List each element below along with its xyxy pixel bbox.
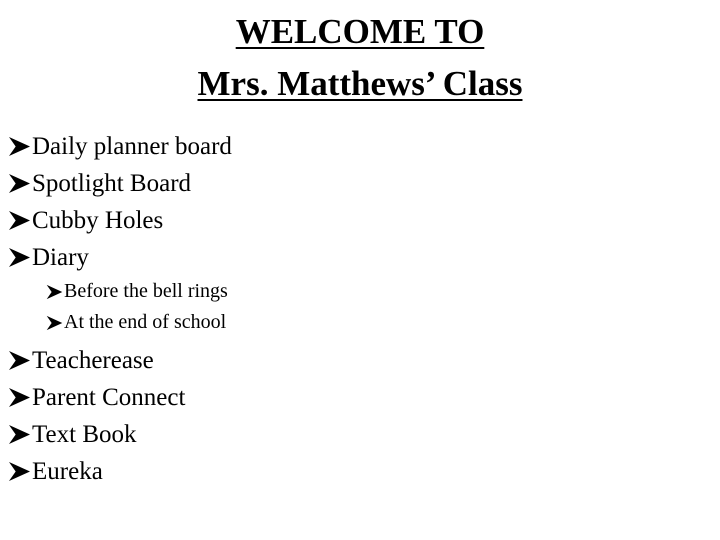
list-item — [8, 416, 232, 453]
arrowhead-bullet-icon — [8, 461, 31, 482]
list-subitem-label: Before the bell rings — [64, 280, 228, 302]
list-item-label: Cubby Holes — [32, 206, 164, 234]
list-item-label: Diary — [32, 243, 89, 271]
arrowhead-bullet-icon — [8, 350, 31, 371]
title-line-2: Mrs. Matthews’ Class — [197, 64, 523, 103]
list-item — [8, 379, 232, 416]
list-item-label: Teacherease — [32, 346, 154, 374]
list-item — [8, 342, 232, 379]
arrowhead-bullet-icon — [46, 284, 63, 300]
list-item-label: Spotlight Board — [32, 169, 192, 197]
list-item — [8, 128, 232, 165]
arrowhead-bullet-icon — [8, 210, 31, 231]
arrowhead-bullet-icon — [8, 387, 31, 408]
list-item — [8, 453, 232, 490]
list-item-label: Daily planner board — [32, 132, 232, 160]
arrowhead-bullet-icon — [8, 136, 31, 157]
page-title — [0, 6, 720, 110]
list-item — [8, 165, 232, 202]
title-line-1: WELCOME TO — [235, 12, 485, 51]
list-subitem — [46, 276, 232, 307]
list-item-label: Parent Connect — [32, 383, 186, 411]
arrowhead-bullet-icon — [46, 315, 63, 331]
list-item — [8, 239, 232, 276]
list-subitem-label: At the end of school — [64, 311, 227, 333]
bullet-list — [8, 128, 232, 490]
arrowhead-bullet-icon — [8, 173, 31, 194]
list-item — [8, 202, 232, 239]
list-item-label: Eureka — [32, 457, 103, 485]
list-subitem — [46, 307, 232, 338]
list-item-label: Text Book — [32, 420, 137, 448]
arrowhead-bullet-icon — [8, 424, 31, 445]
arrowhead-bullet-icon — [8, 247, 31, 268]
